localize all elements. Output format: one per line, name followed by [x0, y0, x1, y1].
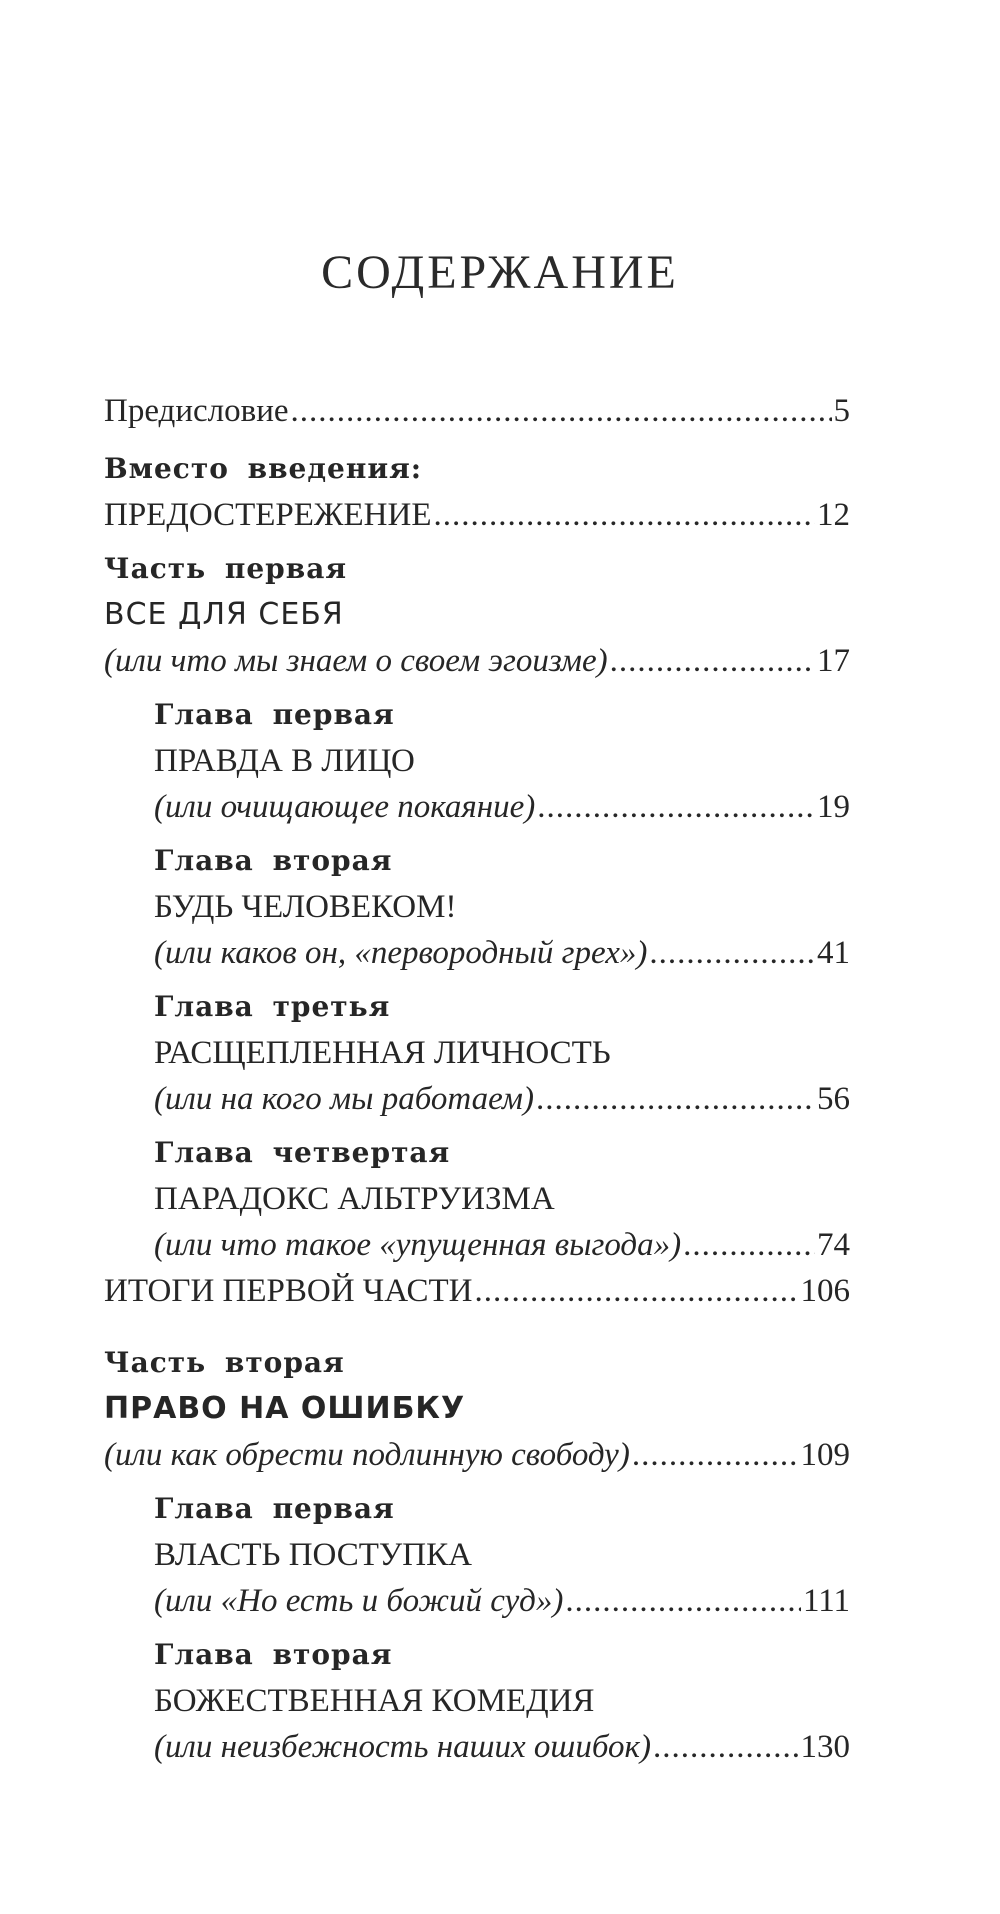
- page-number: 17: [817, 643, 850, 679]
- chapter-label: Глава первая: [154, 698, 395, 731]
- leader-dots: [565, 1578, 801, 1624]
- chapter-title: ВЛАСТЬ ПОСТУПКА: [154, 1537, 472, 1573]
- chapter-subtitle: (или что такое «упущенная выгода»): [154, 1227, 682, 1263]
- page-number: 12: [817, 497, 850, 533]
- chapter-label: Глава первая: [154, 1492, 395, 1525]
- toc-entry-part-one-summary: [104, 1268, 850, 1314]
- section-title: ПРЕДОСТЕРЕЖЕНИЕ: [104, 497, 432, 533]
- part-label: Часть первая: [104, 552, 348, 585]
- leader-dots: [537, 784, 815, 830]
- toc-part-two: [104, 1340, 850, 1478]
- chapter-title: БУДЬ ЧЕЛОВЕКОМ!: [154, 889, 457, 925]
- toc-chapter-1-1: [104, 692, 850, 830]
- summary-title: ИТОГИ ПЕРВОЙ ЧАСТИ: [104, 1273, 473, 1309]
- chapter-label: Глава четвертая: [154, 1136, 451, 1169]
- leader-dots: [610, 638, 815, 684]
- leader-dots: [536, 1076, 815, 1122]
- page-number: 5: [833, 393, 850, 429]
- toc-entry-preface: [104, 388, 850, 434]
- leader-dots: [632, 1432, 799, 1478]
- toc-chapter-1-3: [104, 984, 850, 1122]
- leader-dots: [291, 388, 832, 434]
- chapter-title: ПАРАДОКС АЛЬТРУИЗМА: [154, 1181, 555, 1217]
- page-number: 19: [817, 789, 850, 825]
- chapter-subtitle: (или на кого мы работаем): [154, 1081, 534, 1117]
- leader-dots: [683, 1222, 815, 1268]
- chapter-subtitle: (или каков он, «первородный грех»): [154, 935, 648, 971]
- toc-entry-line: [154, 1076, 850, 1122]
- part-title: ВСЕ ДЛЯ СЕБЯ: [104, 597, 344, 632]
- chapter-subtitle: (или неизбежность наших ошибок): [154, 1729, 651, 1765]
- part-subtitle: (или как обрести подлинную свободу): [104, 1437, 630, 1473]
- toc-entry-line: [154, 1222, 850, 1268]
- toc-entry-line: [104, 492, 850, 538]
- page-number: 106: [800, 1273, 850, 1309]
- page-number: 74: [817, 1227, 850, 1263]
- part-label: Часть вторая: [104, 1346, 345, 1379]
- leader-dots: [649, 930, 815, 976]
- toc-entry-line: [154, 784, 850, 830]
- leader-dots: [433, 492, 815, 538]
- toc-chapter-2-1: [104, 1486, 850, 1624]
- chapter-title: РАСЩЕПЛЕННАЯ ЛИЧНОСТЬ: [154, 1035, 611, 1071]
- leader-dots: [653, 1724, 799, 1770]
- leader-dots: [474, 1268, 798, 1314]
- table-of-contents: [104, 388, 850, 1770]
- toc-chapter-1-2: [104, 838, 850, 976]
- toc-entry-line: [104, 1432, 850, 1478]
- chapter-title: ПРАВДА В ЛИЦО: [154, 743, 415, 779]
- toc-chapter-2-2: [104, 1632, 850, 1770]
- section-label: Вместо введения:: [104, 452, 423, 485]
- toc-entry-text: Предисловие: [104, 393, 289, 429]
- chapter-subtitle: (или «Но есть и божий суд»): [154, 1583, 564, 1619]
- toc-chapter-1-4: [104, 1130, 850, 1268]
- page-number: 130: [800, 1729, 850, 1765]
- chapter-subtitle: (или очищающее покаяние): [154, 789, 536, 825]
- chapter-label: Глава вторая: [154, 1638, 393, 1671]
- chapter-label: Глава вторая: [154, 844, 393, 877]
- toc-entry-line: [104, 638, 850, 684]
- part-title: ПРАВО НА ОШИБКУ: [104, 1391, 466, 1426]
- chapter-title: БОЖЕСТВЕННАЯ КОМЕДИЯ: [154, 1683, 595, 1719]
- toc-entry-line: [154, 1724, 850, 1770]
- part-subtitle: (или что мы знаем о своем эгоизме): [104, 643, 608, 679]
- page-number: 111: [802, 1583, 850, 1619]
- toc-entry-introduction: [104, 446, 850, 538]
- page-number: 109: [800, 1437, 850, 1473]
- page-number: 41: [817, 935, 850, 971]
- toc-part-one: [104, 546, 850, 684]
- toc-entry-line: [154, 930, 850, 976]
- page-title: СОДЕРЖАНИЕ: [321, 246, 679, 299]
- toc-entry-line: [154, 1578, 850, 1624]
- page-number: 56: [817, 1081, 850, 1117]
- chapter-label: Глава третья: [154, 990, 391, 1023]
